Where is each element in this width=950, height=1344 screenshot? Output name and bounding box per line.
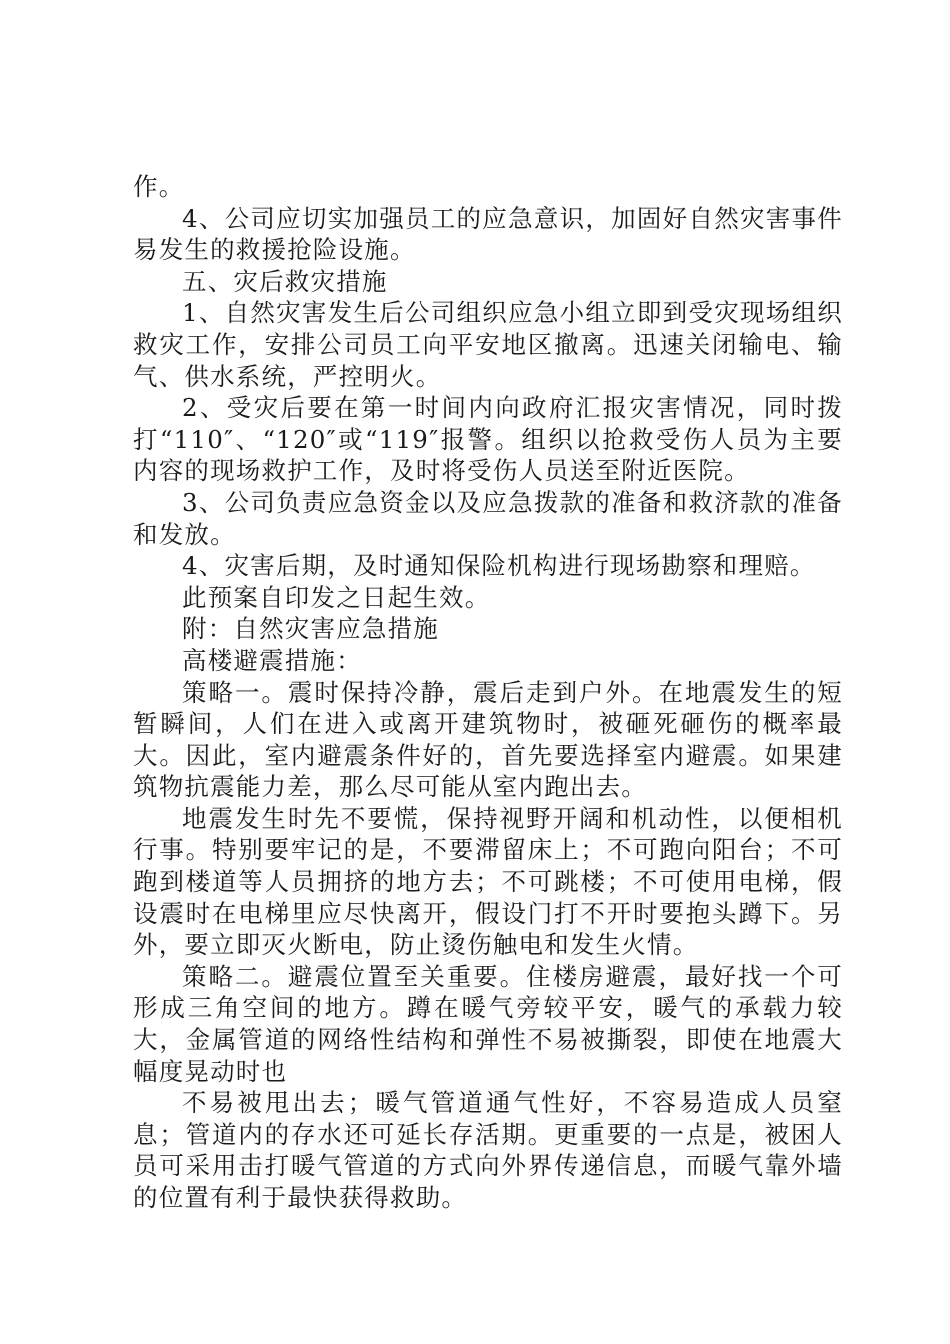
appendix-heading: 附：自然灾害应急措施 [182, 614, 439, 644]
paragraph-effective-date: 此预案自印发之日起生效。 [182, 582, 491, 612]
paragraph-item-3-funds: 3、公司负责应急资金以及应急拨款的准备和救济款的准备和发放。 [133, 487, 843, 549]
document-body [133, 171, 843, 1214]
paragraph-strategy-1: 策略一。震时保持冷静，震后走到户外。在地震发生的短暂瞬间，人们在进入或离开建筑物时，被砸死砸伤的概率最大。因此，室内避震条件好的，首先要选择室内避震。如果建筑物抗震能力差，那么尽可能从室内跑出去。 [133, 677, 843, 802]
paragraph-item-4-insurance: 4、灾害后期，及时通知保险机构进行现场勘察和理赔。 [182, 551, 816, 581]
section-heading-post-disaster: 五、灾后救灾措施 [182, 266, 388, 296]
subheading-high-rise: 高楼避震措施： [182, 645, 362, 675]
paragraph-heating-pipes: 不易被甩出去；暖气管道通气性好，不容易造成人员窒息；管道内的存水还可延长存活期。更重要的一点是，被困人员可采用击打暖气管道的方式向外界传递信息，而暖气靠外墙的位置有利于最快获得救助。 [133, 1088, 843, 1212]
paragraph-during-earthquake: 地震发生时先不要慌，保持视野开阔和机动性，以便相机行事。特别要牢记的是，不要滞留床上；不可跑向阳台；不可跑到楼道等人员拥挤的地方去；不可跳楼；不可使用电梯，假设震时在电梯里应尽快离开，假设门打不开时要抱头蹲下。另外，要立即灭火断电，防止烫伤触电和发生火情。 [133, 803, 843, 960]
paragraph-strategy-2: 策略二。避震位置至关重要。住楼房避震，最好找一个可形成三角空间的地方。蹲在暖气旁较平安，暖气的承载力较大，金属管道的网络性结构和弹性不易被撕裂，即使在地震大幅度晃动时也 [133, 961, 843, 1086]
paragraph-item-2-report: 2、受灾后要在第一时间内向政府汇报灾害情况，同时拨打“110″、“120″或“119″报警。组织以抢救受伤人员为主要内容的现场救护工作，及时将受伤人员送至附近医院。 [133, 393, 843, 486]
paragraph-continuation: 作。 [133, 172, 185, 201]
paragraph-item-4-awareness: 4、公司应切实加强员工的应急意识，加固好自然灾害事件易发生的救援抢险设施。 [133, 203, 843, 265]
paragraph-item-1-rescue: 1、自然灾害发生后公司组织应急小组立即到受灾现场组织救灾工作，安排公司员工向平安地区撤离。迅速关闭输电、输气、供水系统，严控明火。 [133, 298, 843, 391]
